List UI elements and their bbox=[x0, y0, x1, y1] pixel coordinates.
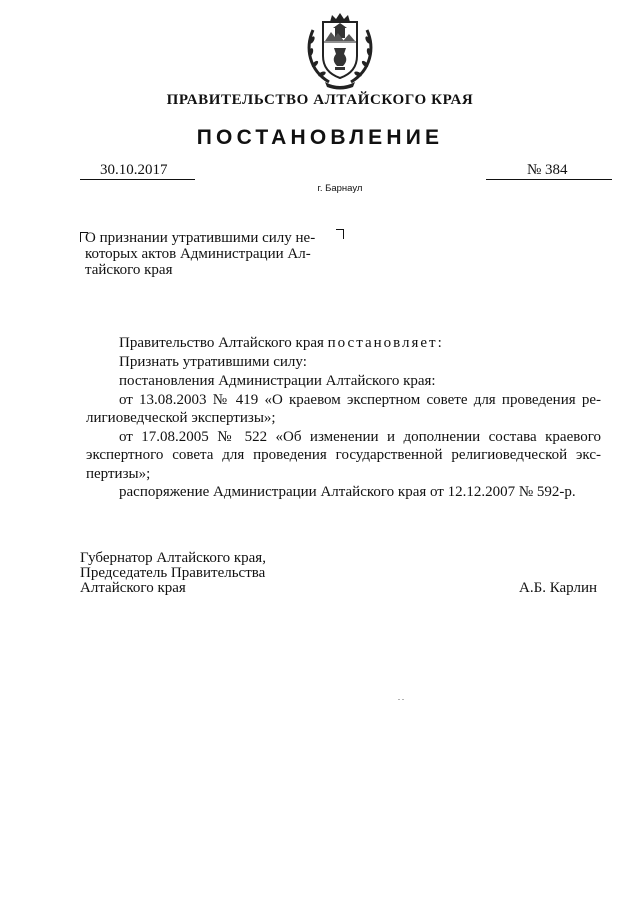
resolution-intro bbox=[119, 335, 444, 352]
signature-title-line: Губернатор Алтайского края, bbox=[80, 550, 266, 566]
item1-line2: лигиоведческой экспертизы»; bbox=[86, 410, 276, 426]
date-underline bbox=[80, 179, 195, 180]
document-subject bbox=[85, 230, 337, 278]
subject-line: которых актов Администрации Ал- bbox=[85, 246, 311, 262]
number-underline bbox=[486, 179, 612, 180]
subject-line: тайского края bbox=[85, 262, 173, 278]
footer-marks: . . bbox=[398, 693, 404, 702]
document-type-title: ПОСТАНОВЛЕНИЕ bbox=[196, 126, 444, 149]
subject-bracket-right bbox=[336, 229, 344, 239]
document-date: 30.10.2017 bbox=[100, 162, 168, 178]
signature-block bbox=[80, 551, 266, 596]
item1-line1: от 13.08.2003 № 419 «О краевом экспертном совете для проведения ре- bbox=[119, 392, 601, 408]
coat-of-arms-emblem bbox=[303, 10, 377, 90]
item2-line2: экспертного совета для проведения государственной религиоведческой экс- bbox=[86, 447, 601, 463]
subject-line: О признании утратившими силу не- bbox=[85, 230, 316, 246]
intro-verb: постановляет: bbox=[327, 335, 444, 351]
signature-title-line: Председатель Правительства bbox=[80, 565, 266, 581]
item3: распоряжение Администрации Алтайского края от 12.12.2007 № 592-р. bbox=[119, 484, 576, 500]
item2-line1: от 17.08.2005 № 522 «Об изменении и дополнении состава краевого bbox=[119, 429, 601, 445]
item2-line3: пертизы»; bbox=[86, 466, 151, 482]
body-line-revoke: Признать утратившими силу: bbox=[119, 354, 307, 370]
intro-text: Правительство Алтайского края bbox=[119, 335, 324, 351]
document-number: № 384 bbox=[527, 162, 568, 178]
signature-title-line: Алтайского края bbox=[80, 580, 186, 596]
body-line-decrees: постановления Администрации Алтайского края: bbox=[119, 373, 436, 389]
signer-name: А.Б. Карлин bbox=[519, 580, 598, 596]
organization-title: ПРАВИТЕЛЬСТВО АЛТАЙСКОГО КРАЯ bbox=[166, 92, 474, 108]
document-city: г. Барнаул bbox=[317, 183, 363, 194]
